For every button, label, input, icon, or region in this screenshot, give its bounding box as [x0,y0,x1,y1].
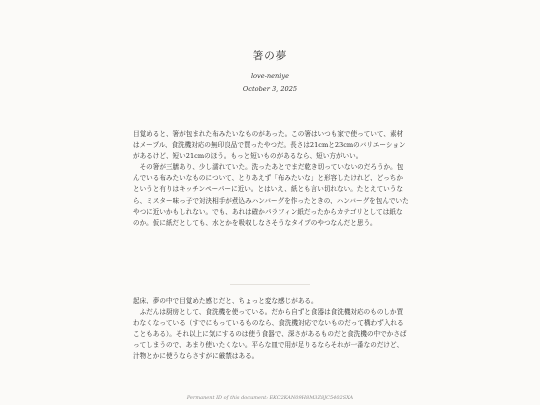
paragraph: ふだんは厨房として、食洗機を使っている。だから自ずと食器は食洗機対応のものしか買わなくなっている（すでにもっているものなら、食洗機対応でないものだって構わず入れることもある）。それ以上に気にするのは使う食器で、深さがあるものだと食洗機の中でかさばってしまうので、あまり使いたくない。平らな皿で用が足りるならそれが一番なのだけど、汁物とかに使うならさすがに厳禁はある。 [133,308,407,361]
section-divider [230,284,310,285]
document-header [0,48,540,94]
article-body [133,129,409,229]
paragraph: 起床、夢の中で目覚めた感じだと、ちょっと変な感じがある。 [133,297,318,305]
publish-date: October 3, 2025 [242,85,298,93]
author-name[interactable]: love-neniye [250,72,290,80]
page-title: 箸の夢 [252,50,288,62]
document-permanent-id: Permanent ID of this document: EKC2KAN09H8M3Z8JC5402SXA [186,395,354,401]
paragraph: その箸が三膳あり、少し濡れていた。洗ったあとでまだ乾き切っていないのだろうか。包んでいる布みたいなものについて、とりあえず「布みたいな」と形容したけれど、どっちかというと有りはキッチンペーパーに近い。とはいえ、紙とも言い切れない。たとえていうなら、ミスター味っ子で対決相手が煮込みハンバーグを作ったときの、ハンバーグを包んでいたやつに近いかもしれない。でも、あれは確かパラフィン紙だったからカテゴリとしては紙なのか。仮に紙だとしても、水とかを吸収しなさそうなタイプのやつなんだと思う。 [133,163,409,227]
paragraph: 目覚めると、箸が包まれた布みたいなものがあった。この箸はいつも家で使っていて、素材はメープル、食洗機対応の無印良品で買ったやつだ。長さは21cmと23cmのバリエーションがあるけど、短い21cmのほう。もっと短いものがあるなら、短い方がいい。 [133,130,406,161]
article-section-2 [133,296,409,363]
